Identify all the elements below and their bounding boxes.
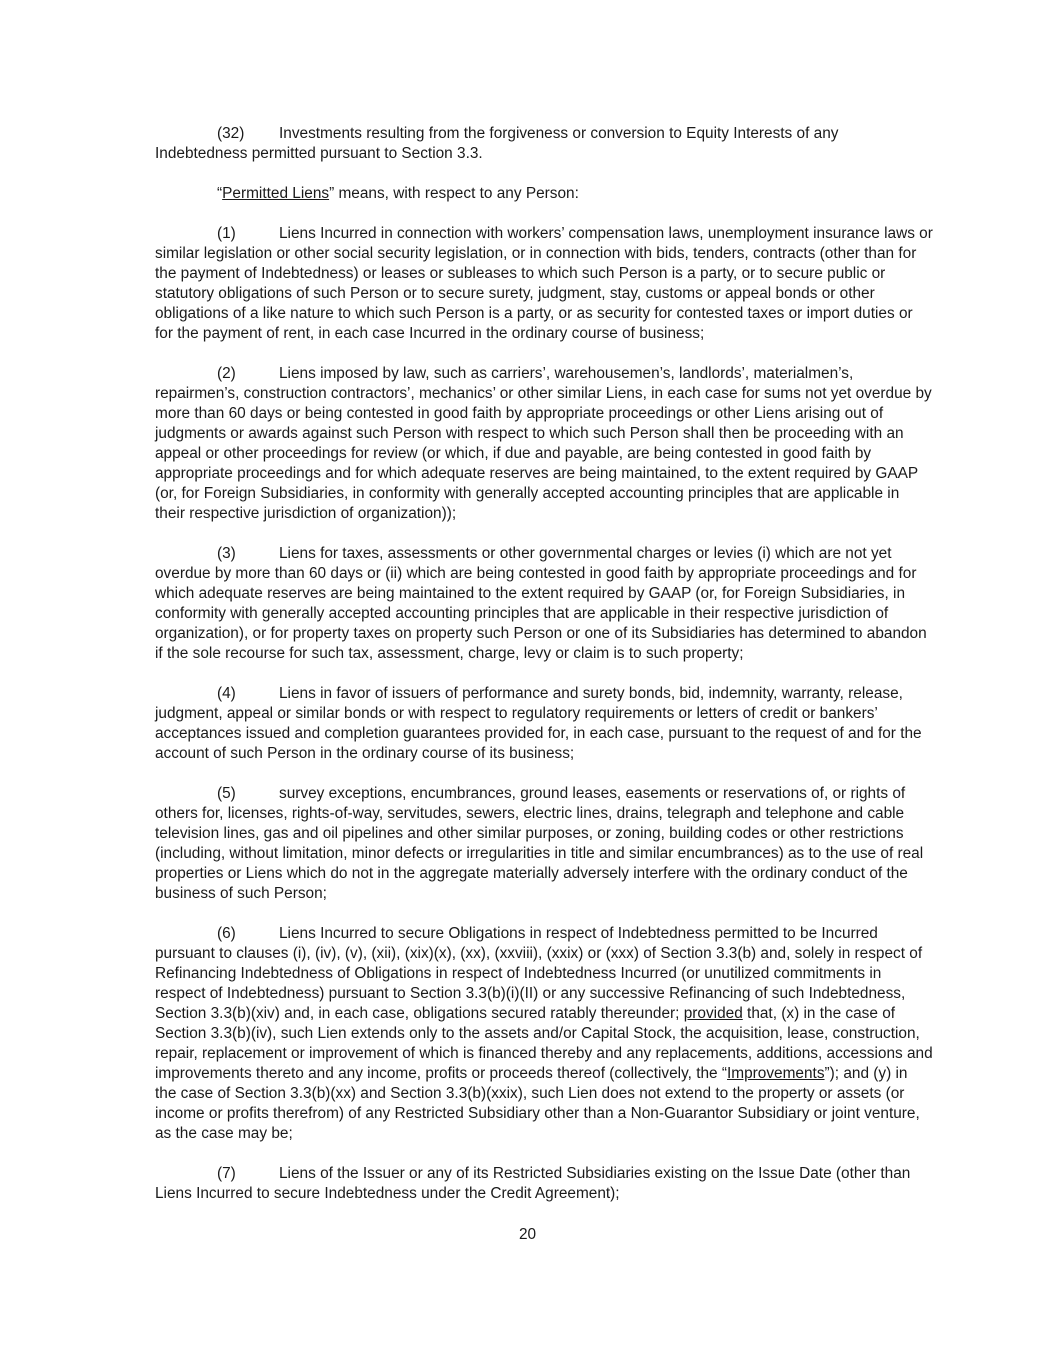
clause-3 [155,544,933,664]
clause-32 [155,124,933,164]
permitted-liens-definition [155,184,933,204]
clause-text-part-b: that, (x) in the case of Section 3.3(b)(iv), such Lien extends only to the assets and/or Capital Stock, the acquisition, lease, construction, repair, replacement or improvement of which is financed thereby and any replacements, additions, accessions and improvements thereto and any income, profits or proceeds thereof (collectively, the “ [155,1005,933,1082]
open-quote: “ [217,185,223,202]
clause-6 [155,924,933,1144]
defined-term: Permitted Liens [222,185,330,202]
clause-number: (32) [217,125,245,142]
clause-5 [155,784,933,904]
clause-number: (4) [217,685,236,702]
definition-text: ” means, with respect to any Person: [329,185,579,202]
clause-text: Liens for taxes, assessments or other governmental charges or levies (i) which are not yet overdue by more than 60 days or (ii) which are being contested in good faith by appropriate proceedings and for which adequate reserves are being maintained to the extent required by GAAP (or, for Foreign Subsidiaries, in conformity with generally accepted accounting principles that are applicable in their respective jurisdiction of organization), or for property taxes on property such Person or one of its Subsidiaries has determined to abandon if the sole recourse for such tax, assessment, charge, levy or claim is to such property; [155,545,927,662]
clause-7 [155,1164,933,1204]
clause-text: survey exceptions, encumbrances, ground leases, easements or reservations of, or rights of others for, licenses, rights-of-way, servitudes, sewers, electric lines, drains, telegraph and telephone and cable television lines, gas and oil pipelines and other similar purposes, or zoning, building codes or other restrictions (including, without limitation, minor defects or irregularities in title and similar encumbrances) as to the use of real properties or Liens which do not in the aggregate materially adversely interfere with the ordinary conduct of the business of such Person; [155,785,924,902]
clause-number: (6) [217,925,236,942]
clause-text: Investments resulting from the forgiveness or conversion to Equity Interests of any Indebtedness permitted pursuant to Section 3.3. [155,125,839,162]
clause-text: Liens imposed by law, such as carriers’, warehousemen’s, landlords’, materialmen’s, repairmen’s, construction contractors’, mechanics’ or other similar Liens, in each case for sums not yet overdue by more than 60 days or being contested in good faith by appropriate proceedings or other Liens arising out of judgments or awards against such Person with respect to which such Person shall then be proceeding with an appeal or other proceedings for review (or which, if due and payable, are being contested in good faith by appropriate proceedings and for which adequate reserves are being maintained, to the extent required by GAAP (or, for Foreign Subsidiaries, in conformity with generally accepted accounting principles that are applicable in their respective jurisdiction of organization)); [155,365,932,522]
clause-text-part-a: Liens Incurred to secure Obligations in respect of Indebtedness permitted to be Incurred pursuant to clauses (i), (iv), (v), (xii), (xix)(x), (xx), (xxviii), (xxix) or (xxx) of Section 3.3(b) and, solely in respect of Refinancing Indebtedness of Obligations in respect of Indebtedness Incurred (or unutilized commitments in respect of Indebtedness) pursuant to Section 3.3(b)(i)(II) or any successive Refinancing of such Indebtedness, Section 3.3(b)(xiv) and, in each case, obligations secured ratably thereunder; [155,925,923,1022]
clause-text: Liens of the Issuer or any of its Restricted Subsidiaries existing on the Issue Date (other than Liens Incurred to secure Indebtedness under the Credit Agreement); [155,1165,911,1202]
clause-1 [155,224,933,344]
clause-text: Liens Incurred in connection with workers’ compensation laws, unemployment insurance laws or similar legislation or other social security legislation, or in connection with bids, tenders, contracts (other than for the payment of Indebtedness) or leases or subleases to which such Person is a party, or to secure public or statutory obligations of such Person or to secure surety, judgment, stay, customs or appeal bonds or other obligations of a like nature to which such Person is a party, or as security for contested taxes or import duties or for the payment of rent, in each case Incurred in the ordinary course of business; [155,225,933,342]
page-number: 20 [518,1226,537,1243]
provided-term: provided [683,1005,743,1022]
clause-4 [155,684,933,764]
clause-number: (2) [217,365,236,382]
clause-number: (3) [217,545,236,562]
document-page [155,124,933,1224]
clause-text: Liens in favor of issuers of performance and surety bonds, bid, indemnity, warranty, release, judgment, appeal or similar bonds or with respect to regulatory requirements or letters of credit or bankers’ acceptances issued and completion guarantees provided for, in each case, pursuant to the request of and for the account of such Person in the ordinary course of its business; [155,685,922,762]
clause-text-part-c: ”); and (y) in the case of Section 3.3(b)(xx) and Section 3.3(b)(xxix), such Lien does not extend to the property or assets (or income or profits therefrom) of any Restricted Subsidiary other than a Non-Guarantor Subsidiary or joint venture, as the case may be; [155,1065,920,1142]
clause-2 [155,364,933,524]
clause-number: (1) [217,225,236,242]
clause-number: (5) [217,785,236,802]
improvements-term: Improvements [727,1065,825,1082]
clause-number: (7) [217,1165,236,1182]
